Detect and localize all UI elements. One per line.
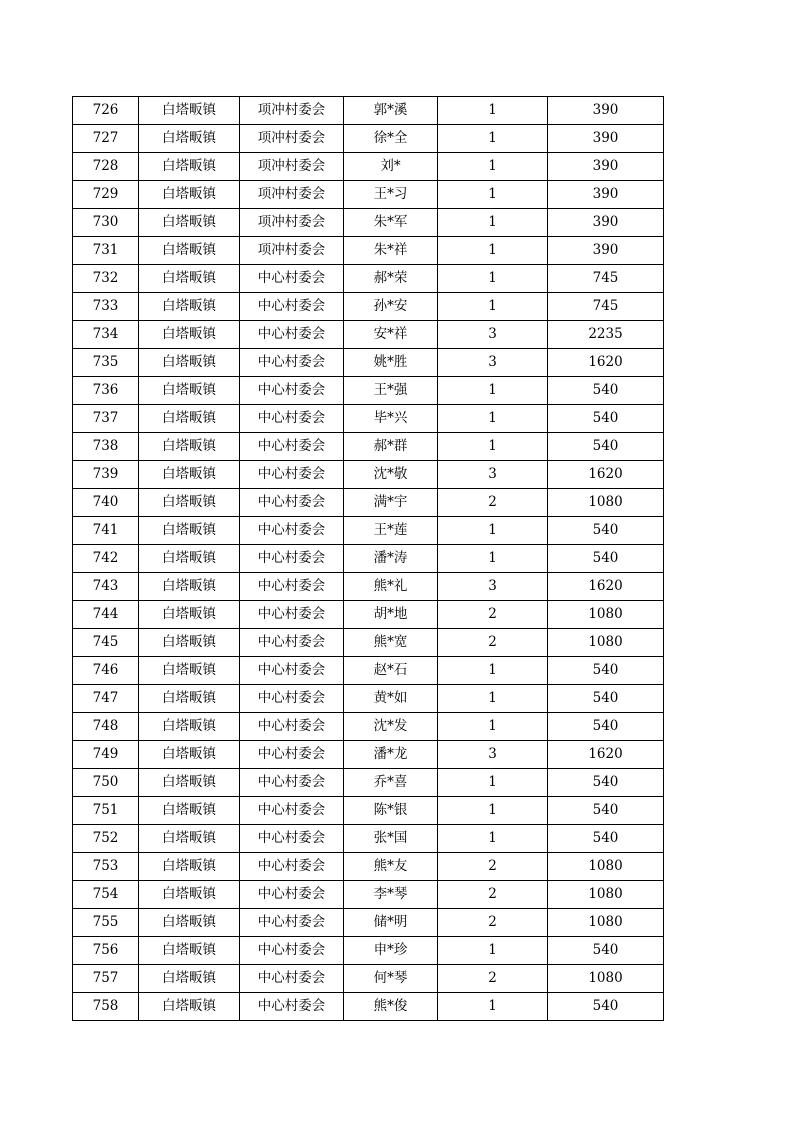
name-cell: 张*国	[344, 825, 438, 853]
village-cell: 项冲村委会	[240, 125, 344, 153]
name-cell: 赵*石	[344, 657, 438, 685]
village-cell: 中心村委会	[240, 321, 344, 349]
village-cell: 中心村委会	[240, 573, 344, 601]
name-cell: 熊*礼	[344, 573, 438, 601]
amount-cell: 1620	[548, 461, 664, 489]
table-body	[73, 97, 664, 1021]
row-number-cell: 750	[73, 769, 139, 797]
count-cell: 1	[438, 237, 548, 265]
amount-cell: 540	[548, 769, 664, 797]
row-number-cell: 730	[73, 209, 139, 237]
amount-cell: 540	[548, 993, 664, 1021]
name-cell: 乔*喜	[344, 769, 438, 797]
row-number-cell: 737	[73, 405, 139, 433]
row-number-cell: 728	[73, 153, 139, 181]
table-row	[73, 601, 664, 629]
row-number-cell: 753	[73, 853, 139, 881]
row-number-cell: 744	[73, 601, 139, 629]
row-number-cell: 751	[73, 797, 139, 825]
town-cell: 白塔畈镇	[139, 769, 240, 797]
count-cell: 2	[438, 965, 548, 993]
amount-cell: 745	[548, 265, 664, 293]
count-cell: 3	[438, 321, 548, 349]
count-cell: 1	[438, 993, 548, 1021]
row-number-cell: 743	[73, 573, 139, 601]
row-number-cell: 745	[73, 629, 139, 657]
village-cell: 中心村委会	[240, 629, 344, 657]
town-cell: 白塔畈镇	[139, 265, 240, 293]
count-cell: 1	[438, 181, 548, 209]
name-cell: 郝*群	[344, 433, 438, 461]
table-row	[73, 321, 664, 349]
count-cell: 1	[438, 433, 548, 461]
table-row	[73, 489, 664, 517]
town-cell: 白塔畈镇	[139, 993, 240, 1021]
town-cell: 白塔畈镇	[139, 97, 240, 125]
row-number-cell: 740	[73, 489, 139, 517]
name-cell: 何*琴	[344, 965, 438, 993]
town-cell: 白塔畈镇	[139, 629, 240, 657]
row-number-cell: 757	[73, 965, 139, 993]
row-number-cell: 731	[73, 237, 139, 265]
table-row	[73, 97, 664, 125]
table-row	[73, 125, 664, 153]
row-number-cell: 749	[73, 741, 139, 769]
village-cell: 中心村委会	[240, 937, 344, 965]
row-number-cell: 729	[73, 181, 139, 209]
table-row	[73, 377, 664, 405]
amount-cell: 745	[548, 293, 664, 321]
village-cell: 项冲村委会	[240, 237, 344, 265]
row-number-cell: 758	[73, 993, 139, 1021]
amount-cell: 540	[548, 797, 664, 825]
row-number-cell: 738	[73, 433, 139, 461]
row-number-cell: 733	[73, 293, 139, 321]
village-cell: 中心村委会	[240, 741, 344, 769]
table-row	[73, 349, 664, 377]
village-cell: 中心村委会	[240, 769, 344, 797]
town-cell: 白塔畈镇	[139, 825, 240, 853]
town-cell: 白塔畈镇	[139, 125, 240, 153]
table-row	[73, 769, 664, 797]
row-number-cell: 736	[73, 377, 139, 405]
count-cell: 2	[438, 601, 548, 629]
row-number-cell: 741	[73, 517, 139, 545]
table-row	[73, 909, 664, 937]
count-cell: 1	[438, 545, 548, 573]
count-cell: 1	[438, 377, 548, 405]
row-number-cell: 735	[73, 349, 139, 377]
village-cell: 中心村委会	[240, 601, 344, 629]
count-cell: 1	[438, 937, 548, 965]
table-row	[73, 629, 664, 657]
village-cell: 中心村委会	[240, 433, 344, 461]
village-cell: 中心村委会	[240, 349, 344, 377]
amount-cell: 1620	[548, 349, 664, 377]
count-cell: 2	[438, 853, 548, 881]
amount-cell: 390	[548, 237, 664, 265]
count-cell: 2	[438, 881, 548, 909]
row-number-cell: 726	[73, 97, 139, 125]
town-cell: 白塔畈镇	[139, 461, 240, 489]
town-cell: 白塔畈镇	[139, 685, 240, 713]
row-number-cell: 756	[73, 937, 139, 965]
table-row	[73, 433, 664, 461]
village-cell: 中心村委会	[240, 545, 344, 573]
row-number-cell: 727	[73, 125, 139, 153]
amount-cell: 1620	[548, 741, 664, 769]
amount-cell: 540	[548, 545, 664, 573]
table-row	[73, 461, 664, 489]
amount-cell: 540	[548, 377, 664, 405]
table-row	[73, 209, 664, 237]
amount-cell: 540	[548, 517, 664, 545]
village-cell: 中心村委会	[240, 405, 344, 433]
count-cell: 3	[438, 349, 548, 377]
count-cell: 1	[438, 125, 548, 153]
town-cell: 白塔畈镇	[139, 909, 240, 937]
name-cell: 陈*银	[344, 797, 438, 825]
town-cell: 白塔畈镇	[139, 349, 240, 377]
village-cell: 中心村委会	[240, 377, 344, 405]
name-cell: 申*珍	[344, 937, 438, 965]
amount-cell: 390	[548, 181, 664, 209]
table-row	[73, 181, 664, 209]
amount-cell: 540	[548, 713, 664, 741]
name-cell: 满*宇	[344, 489, 438, 517]
amount-cell: 540	[548, 825, 664, 853]
row-number-cell: 747	[73, 685, 139, 713]
count-cell: 3	[438, 741, 548, 769]
town-cell: 白塔畈镇	[139, 937, 240, 965]
village-cell: 中心村委会	[240, 713, 344, 741]
town-cell: 白塔畈镇	[139, 741, 240, 769]
amount-cell: 540	[548, 657, 664, 685]
name-cell: 朱*军	[344, 209, 438, 237]
row-number-cell: 754	[73, 881, 139, 909]
name-cell: 王*习	[344, 181, 438, 209]
village-cell: 中心村委会	[240, 293, 344, 321]
name-cell: 刘*	[344, 153, 438, 181]
amount-cell: 1080	[548, 489, 664, 517]
count-cell: 2	[438, 909, 548, 937]
table-row	[73, 881, 664, 909]
town-cell: 白塔畈镇	[139, 237, 240, 265]
amount-cell: 2235	[548, 321, 664, 349]
name-cell: 储*明	[344, 909, 438, 937]
name-cell: 潘*龙	[344, 741, 438, 769]
village-cell: 中心村委会	[240, 657, 344, 685]
name-cell: 熊*宽	[344, 629, 438, 657]
name-cell: 沈*敬	[344, 461, 438, 489]
amount-cell: 540	[548, 433, 664, 461]
name-cell: 郭*溪	[344, 97, 438, 125]
town-cell: 白塔畈镇	[139, 293, 240, 321]
row-number-cell: 748	[73, 713, 139, 741]
village-cell: 中心村委会	[240, 461, 344, 489]
table-row	[73, 573, 664, 601]
row-number-cell: 755	[73, 909, 139, 937]
name-cell: 王*莲	[344, 517, 438, 545]
town-cell: 白塔畈镇	[139, 853, 240, 881]
town-cell: 白塔畈镇	[139, 573, 240, 601]
table-row	[73, 937, 664, 965]
table-row	[73, 797, 664, 825]
town-cell: 白塔畈镇	[139, 545, 240, 573]
name-cell: 郝*荣	[344, 265, 438, 293]
count-cell: 1	[438, 769, 548, 797]
data-table	[72, 96, 664, 1021]
table-row	[73, 153, 664, 181]
table-row	[73, 825, 664, 853]
count-cell: 1	[438, 713, 548, 741]
town-cell: 白塔畈镇	[139, 405, 240, 433]
name-cell: 胡*地	[344, 601, 438, 629]
count-cell: 1	[438, 405, 548, 433]
count-cell: 1	[438, 685, 548, 713]
amount-cell: 390	[548, 209, 664, 237]
town-cell: 白塔畈镇	[139, 181, 240, 209]
name-cell: 沈*发	[344, 713, 438, 741]
count-cell: 3	[438, 461, 548, 489]
table-row	[73, 405, 664, 433]
count-cell: 3	[438, 573, 548, 601]
name-cell: 徐*全	[344, 125, 438, 153]
town-cell: 白塔畈镇	[139, 489, 240, 517]
row-number-cell: 746	[73, 657, 139, 685]
amount-cell: 1080	[548, 629, 664, 657]
village-cell: 中心村委会	[240, 825, 344, 853]
table-row	[73, 685, 664, 713]
village-cell: 中心村委会	[240, 265, 344, 293]
name-cell: 朱*祥	[344, 237, 438, 265]
table-row	[73, 853, 664, 881]
name-cell: 孙*安	[344, 293, 438, 321]
count-cell: 1	[438, 153, 548, 181]
name-cell: 黄*如	[344, 685, 438, 713]
table-row	[73, 517, 664, 545]
count-cell: 2	[438, 629, 548, 657]
village-cell: 中心村委会	[240, 517, 344, 545]
town-cell: 白塔畈镇	[139, 965, 240, 993]
count-cell: 1	[438, 293, 548, 321]
count-cell: 1	[438, 657, 548, 685]
town-cell: 白塔畈镇	[139, 377, 240, 405]
village-cell: 项冲村委会	[240, 153, 344, 181]
village-cell: 项冲村委会	[240, 181, 344, 209]
town-cell: 白塔畈镇	[139, 657, 240, 685]
town-cell: 白塔畈镇	[139, 517, 240, 545]
row-number-cell: 752	[73, 825, 139, 853]
amount-cell: 1080	[548, 853, 664, 881]
village-cell: 项冲村委会	[240, 97, 344, 125]
village-cell: 中心村委会	[240, 909, 344, 937]
row-number-cell: 732	[73, 265, 139, 293]
table-row	[73, 713, 664, 741]
village-cell: 中心村委会	[240, 993, 344, 1021]
name-cell: 熊*友	[344, 853, 438, 881]
village-cell: 项冲村委会	[240, 209, 344, 237]
town-cell: 白塔畈镇	[139, 433, 240, 461]
count-cell: 1	[438, 97, 548, 125]
town-cell: 白塔畈镇	[139, 713, 240, 741]
amount-cell: 390	[548, 153, 664, 181]
town-cell: 白塔畈镇	[139, 209, 240, 237]
table-row	[73, 741, 664, 769]
name-cell: 潘*涛	[344, 545, 438, 573]
village-cell: 中心村委会	[240, 685, 344, 713]
village-cell: 中心村委会	[240, 881, 344, 909]
table-row	[73, 965, 664, 993]
table-row	[73, 265, 664, 293]
count-cell: 2	[438, 489, 548, 517]
town-cell: 白塔畈镇	[139, 797, 240, 825]
table-row	[73, 545, 664, 573]
count-cell: 1	[438, 209, 548, 237]
name-cell: 熊*俊	[344, 993, 438, 1021]
row-number-cell: 734	[73, 321, 139, 349]
town-cell: 白塔畈镇	[139, 601, 240, 629]
town-cell: 白塔畈镇	[139, 321, 240, 349]
table-row	[73, 237, 664, 265]
count-cell: 1	[438, 797, 548, 825]
amount-cell: 1080	[548, 601, 664, 629]
amount-cell: 1080	[548, 909, 664, 937]
table-row	[73, 993, 664, 1021]
count-cell: 1	[438, 825, 548, 853]
row-number-cell: 739	[73, 461, 139, 489]
row-number-cell: 742	[73, 545, 139, 573]
village-cell: 中心村委会	[240, 853, 344, 881]
town-cell: 白塔畈镇	[139, 881, 240, 909]
amount-cell: 390	[548, 125, 664, 153]
village-cell: 中心村委会	[240, 797, 344, 825]
amount-cell: 540	[548, 685, 664, 713]
village-cell: 中心村委会	[240, 489, 344, 517]
amount-cell: 540	[548, 405, 664, 433]
amount-cell: 1080	[548, 965, 664, 993]
town-cell: 白塔畈镇	[139, 153, 240, 181]
count-cell: 1	[438, 265, 548, 293]
table-row	[73, 657, 664, 685]
name-cell: 毕*兴	[344, 405, 438, 433]
amount-cell: 540	[548, 937, 664, 965]
amount-cell: 390	[548, 97, 664, 125]
name-cell: 王*强	[344, 377, 438, 405]
amount-cell: 1080	[548, 881, 664, 909]
name-cell: 姚*胜	[344, 349, 438, 377]
amount-cell: 1620	[548, 573, 664, 601]
name-cell: 安*祥	[344, 321, 438, 349]
village-cell: 中心村委会	[240, 965, 344, 993]
count-cell: 1	[438, 517, 548, 545]
name-cell: 李*琴	[344, 881, 438, 909]
table-row	[73, 293, 664, 321]
